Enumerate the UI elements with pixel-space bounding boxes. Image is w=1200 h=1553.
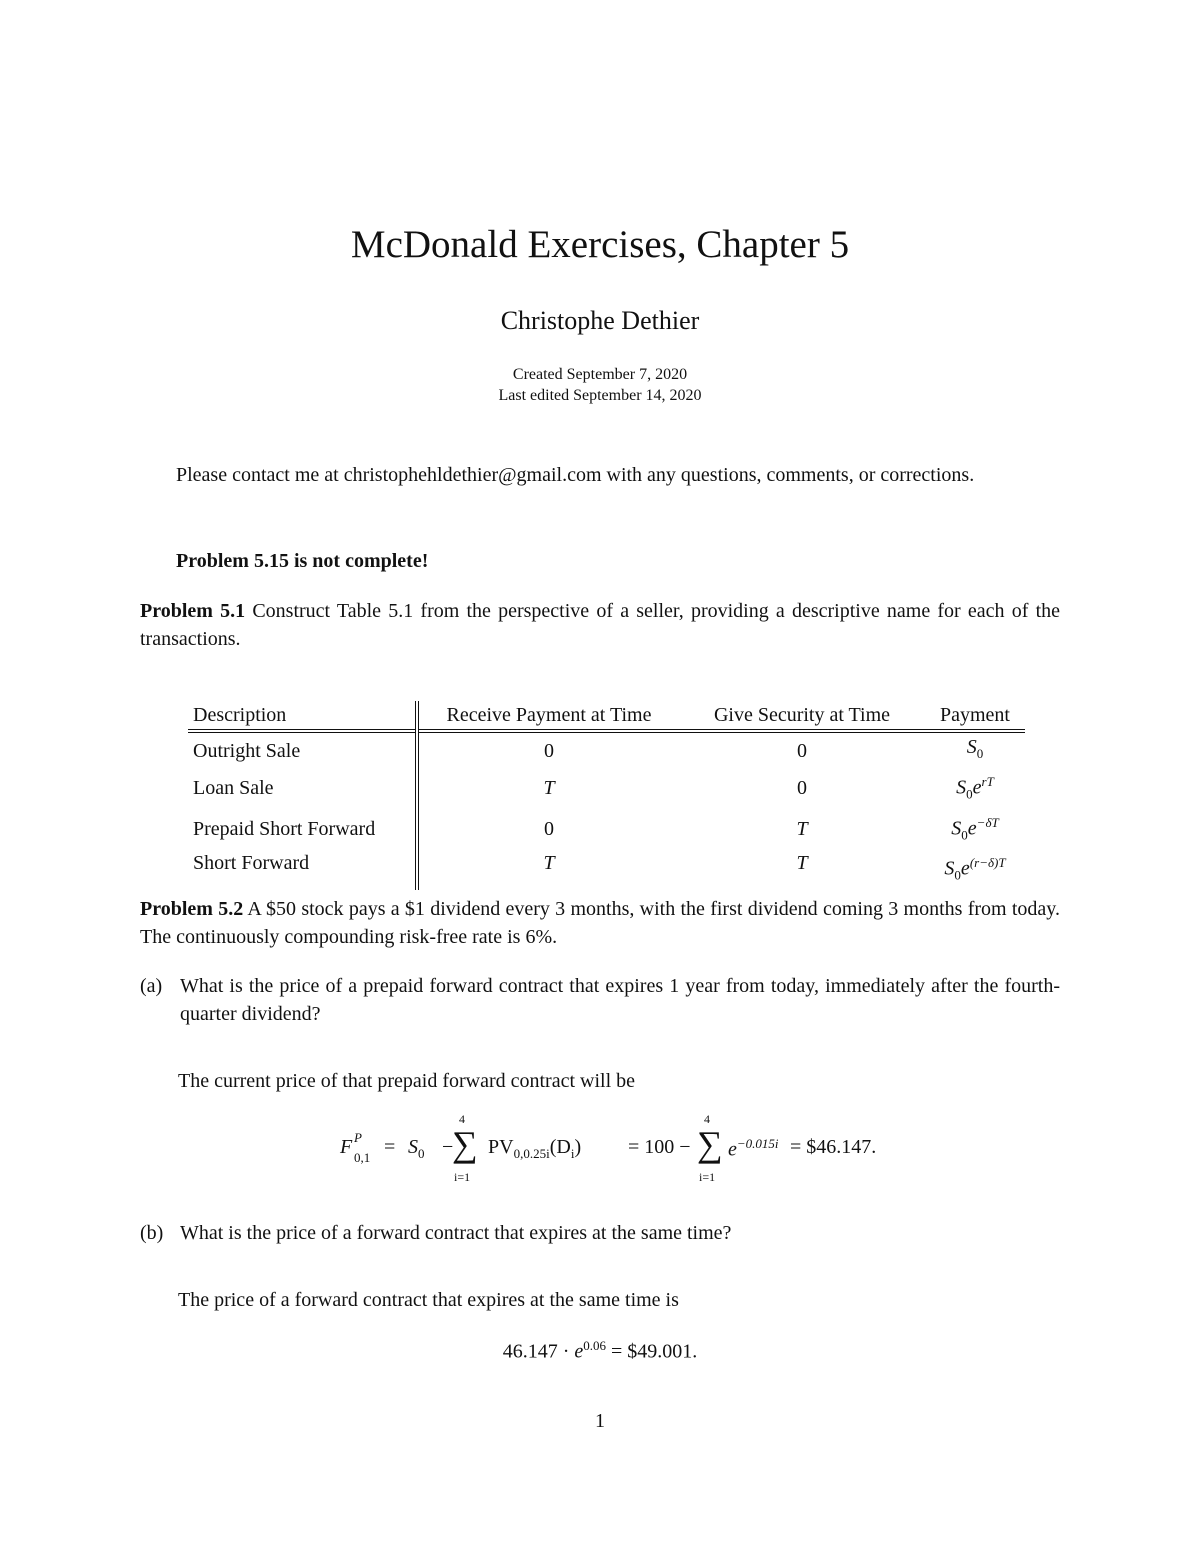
part-a-question: [140, 972, 1060, 1028]
problem-5-1: [140, 597, 1060, 653]
header-receive-payment: Receive Payment at Time: [446, 704, 652, 726]
eq1-sum2-upper: 4: [704, 1112, 710, 1126]
forward-price-equation: $46.147 \cdot e^{0.06}$ = $49.001.: [502, 1338, 698, 1363]
part-b-answer: The price of a forward contract that expires at the same time is: [178, 1289, 679, 1311]
edited-date: Last edited September 14, 2020: [498, 387, 702, 404]
table-row: [188, 849, 1025, 890]
created-date: Created September 7, 2020: [512, 366, 688, 383]
problem-5-2-text: A $50 stock pays a $1 dividend every 3 months, with the first dividend coming 3 months from today. The continuously compounding risk-free rate is 6%.: [140, 898, 1060, 948]
row-payment: $S_0$: [966, 736, 984, 761]
row-receive-time: T: [543, 777, 555, 800]
row-payment: $S_0e^{(r-\delta)T}$: [944, 855, 1006, 883]
eq1-mid: = 100 −: [628, 1136, 691, 1158]
table-row: [188, 809, 1025, 850]
part-a-text: What is the price of a prepaid forward contract that expires 1 year from today, immediately after the fourth-quarter dividend?: [180, 975, 1060, 1025]
sum-symbol: ∑: [697, 1124, 723, 1164]
eq1-f: F: [340, 1136, 353, 1158]
table-row: [188, 731, 1025, 768]
row-give-time: T: [796, 852, 808, 875]
document-title: McDonald Exercises, Chapter 5: [350, 223, 850, 266]
header-payment: Payment: [940, 704, 1010, 726]
part-b-question: [140, 1219, 1060, 1247]
incomplete-warning: Problem 5.15 is not complete!: [176, 550, 429, 572]
table-header-row: [188, 701, 1025, 731]
table-row: [188, 768, 1025, 809]
row-give-time: 0: [797, 777, 807, 800]
eq1-s: $S_0$: [408, 1136, 425, 1161]
part-b-text: What is the price of a forward contract that expires at the same time?: [180, 1222, 732, 1244]
problem-5-2: [140, 895, 1060, 951]
eq1-result: = $46.147.: [790, 1136, 877, 1158]
problem-5-1-text: Construct Table 5.1 from the perspective of a seller, providing a descriptive name for each of the transactions.: [140, 600, 1060, 650]
part-a-answer: The current price of that prepaid forward contract will be: [178, 1070, 636, 1092]
eq1-pv: $PV_{0,0.25i}(D_i)$: [488, 1136, 582, 1161]
problem-5-1-label: Problem 5.1: [140, 600, 246, 622]
eq1-sum1-lower: i=1: [454, 1170, 471, 1184]
eq1-equals: =: [384, 1136, 396, 1158]
row-receive-time: 0: [544, 817, 554, 840]
row-give-time: T: [796, 817, 808, 840]
eq1-exp: $e^{-0.015i}$: [728, 1136, 779, 1161]
document-dates: [0, 364, 1200, 406]
row-description: Outright Sale: [188, 731, 417, 768]
eq1-sum1-upper: 4: [459, 1112, 465, 1126]
row-receive-time: T: [543, 852, 555, 875]
eq1-f-sup: P: [354, 1130, 362, 1145]
part-a-label: (a): [140, 975, 163, 997]
row-receive-time: 0: [544, 739, 554, 762]
part-b-label: (b): [140, 1222, 164, 1244]
header-give-security: Give Security at Time: [713, 704, 891, 726]
row-description: Prepaid Short Forward: [188, 809, 417, 850]
page-number: 1: [595, 1410, 605, 1432]
problem-5-2-label: Problem 5.2: [140, 898, 244, 920]
contact-paragraph: Please contact me at christophehldethier@gmail.com with any questions, comments, or corrections.: [176, 464, 975, 486]
row-give-time: 0: [797, 739, 807, 762]
seller-transactions-table: [188, 701, 1025, 890]
row-description: Loan Sale: [188, 768, 417, 809]
eq1-sum2-lower: i=1: [699, 1170, 716, 1184]
row-payment: $S_0e^{rT}$: [956, 774, 994, 802]
row-description: Short Forward: [188, 849, 417, 890]
eq1-f-sub: 0,1: [354, 1150, 371, 1165]
eq1-minus: −: [442, 1136, 454, 1158]
sum-symbol: ∑: [452, 1124, 478, 1164]
document-author: Christophe Dethier: [500, 306, 700, 335]
header-description: Description: [188, 701, 417, 731]
row-payment: $S_0e^{-\delta T}$: [951, 814, 999, 843]
prepaid-forward-equation: [340, 1112, 900, 1192]
